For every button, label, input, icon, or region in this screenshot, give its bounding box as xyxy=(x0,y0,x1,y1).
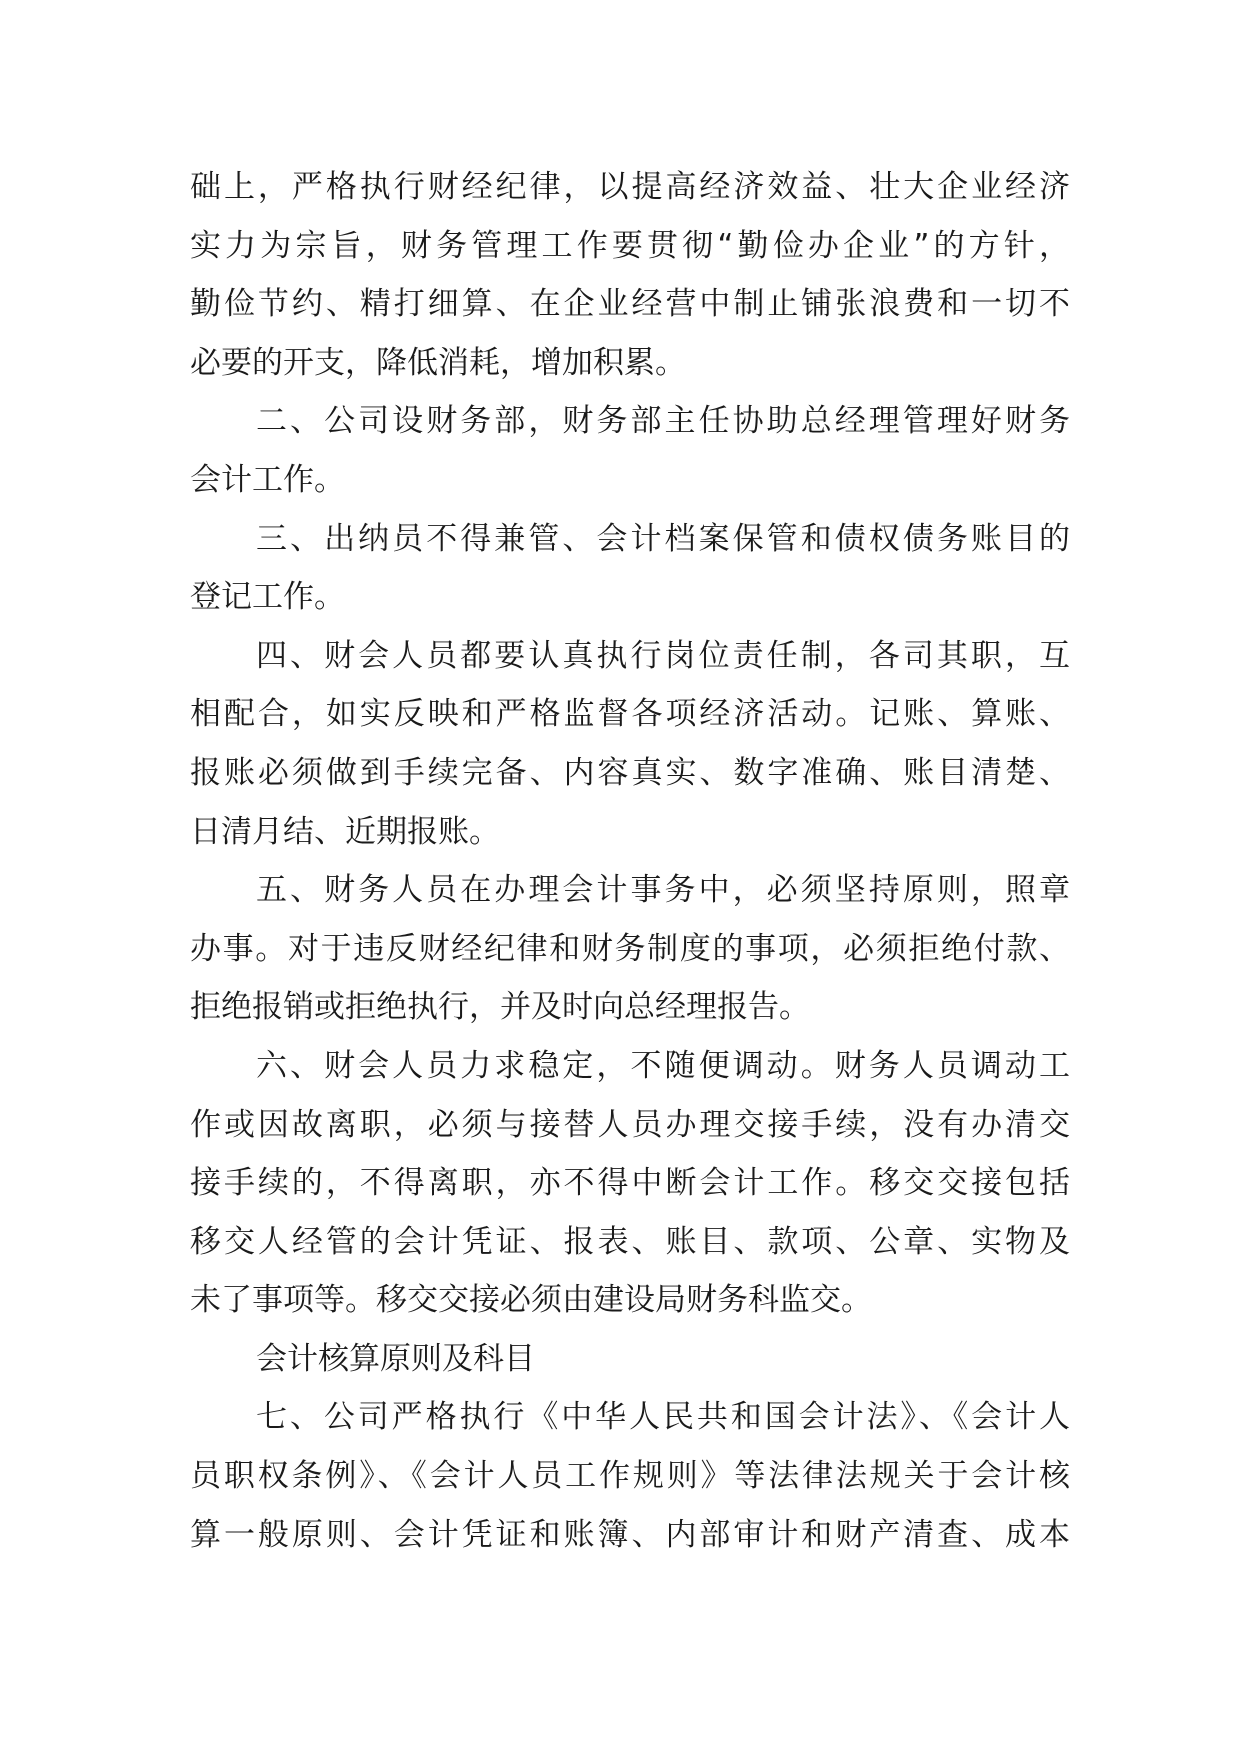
text-line: 办事。对于违反财经纪律和财务制度的事项，必须拒绝付款、 xyxy=(190,930,1070,967)
text-line: 四、财会人员都要认真执行岗位责任制，各司其职，互 xyxy=(256,637,1070,674)
text-line: 登记工作。 xyxy=(190,579,345,616)
text-line: 础上，严格执行财经纪律，以提高经济效益、壮大企业经济 xyxy=(190,169,1070,205)
text-line: 三、出纳员不得兼管、会计档案保管和债权债务账目的 xyxy=(256,520,1070,557)
text-line: 勤俭节约、精打细算、在企业经营中制止铺张浪费和一切不 xyxy=(190,286,1070,323)
text-line: 未了事项等。移交交接必须由建设局财务科监交。 xyxy=(190,1282,872,1319)
text-line: 五、财务人员在办理会计事务中，必须坚持原则，照章 xyxy=(256,872,1070,909)
text-line: 拒绝报销或拒绝执行，并及时向总经理报告。 xyxy=(190,989,810,1026)
text-line: 会计核算原则及科目 xyxy=(256,1340,535,1377)
text-line: 日清月结、近期报账。 xyxy=(190,813,500,850)
text-line: 实力为宗旨，财务管理工作要贯彻“勤俭办企业”的方针， xyxy=(190,227,1070,264)
text-line: 报账必须做到手续完备、内容真实、数字准确、账目清楚、 xyxy=(190,754,1070,791)
text-line: 七、公司严格执行《中华人民共和国会计法》、《会计人 xyxy=(256,1399,1070,1436)
text-line: 必要的开支，降低消耗，增加积累。 xyxy=(190,344,686,381)
body-text xyxy=(190,158,1070,1564)
text-line: 算一般原则、会计凭证和账簿、内部审计和财产清查、成本 xyxy=(190,1516,1070,1553)
text-line: 二、公司设财务部，财务部主任协助总经理管理好财务 xyxy=(256,403,1070,440)
text-line: 作或因故离职，必须与接替人员办理交接手续，没有办清交 xyxy=(190,1106,1070,1143)
text-line: 接手续的，不得离职，亦不得中断会计工作。移交交接包括 xyxy=(190,1165,1070,1202)
text-line: 员职权条例》、《会计人员工作规则》等法律法规关于会计核 xyxy=(190,1458,1070,1495)
text-line: 会计工作。 xyxy=(190,461,345,498)
text-line: 相配合，如实反映和严格监督各项经济活动。记账、算账、 xyxy=(190,696,1070,733)
text-line: 移交人经管的会计凭证、报表、账目、款项、公章、实物及 xyxy=(190,1223,1070,1260)
text-line: 六、财会人员力求稳定，不随便调动。财务人员调动工 xyxy=(256,1047,1070,1084)
